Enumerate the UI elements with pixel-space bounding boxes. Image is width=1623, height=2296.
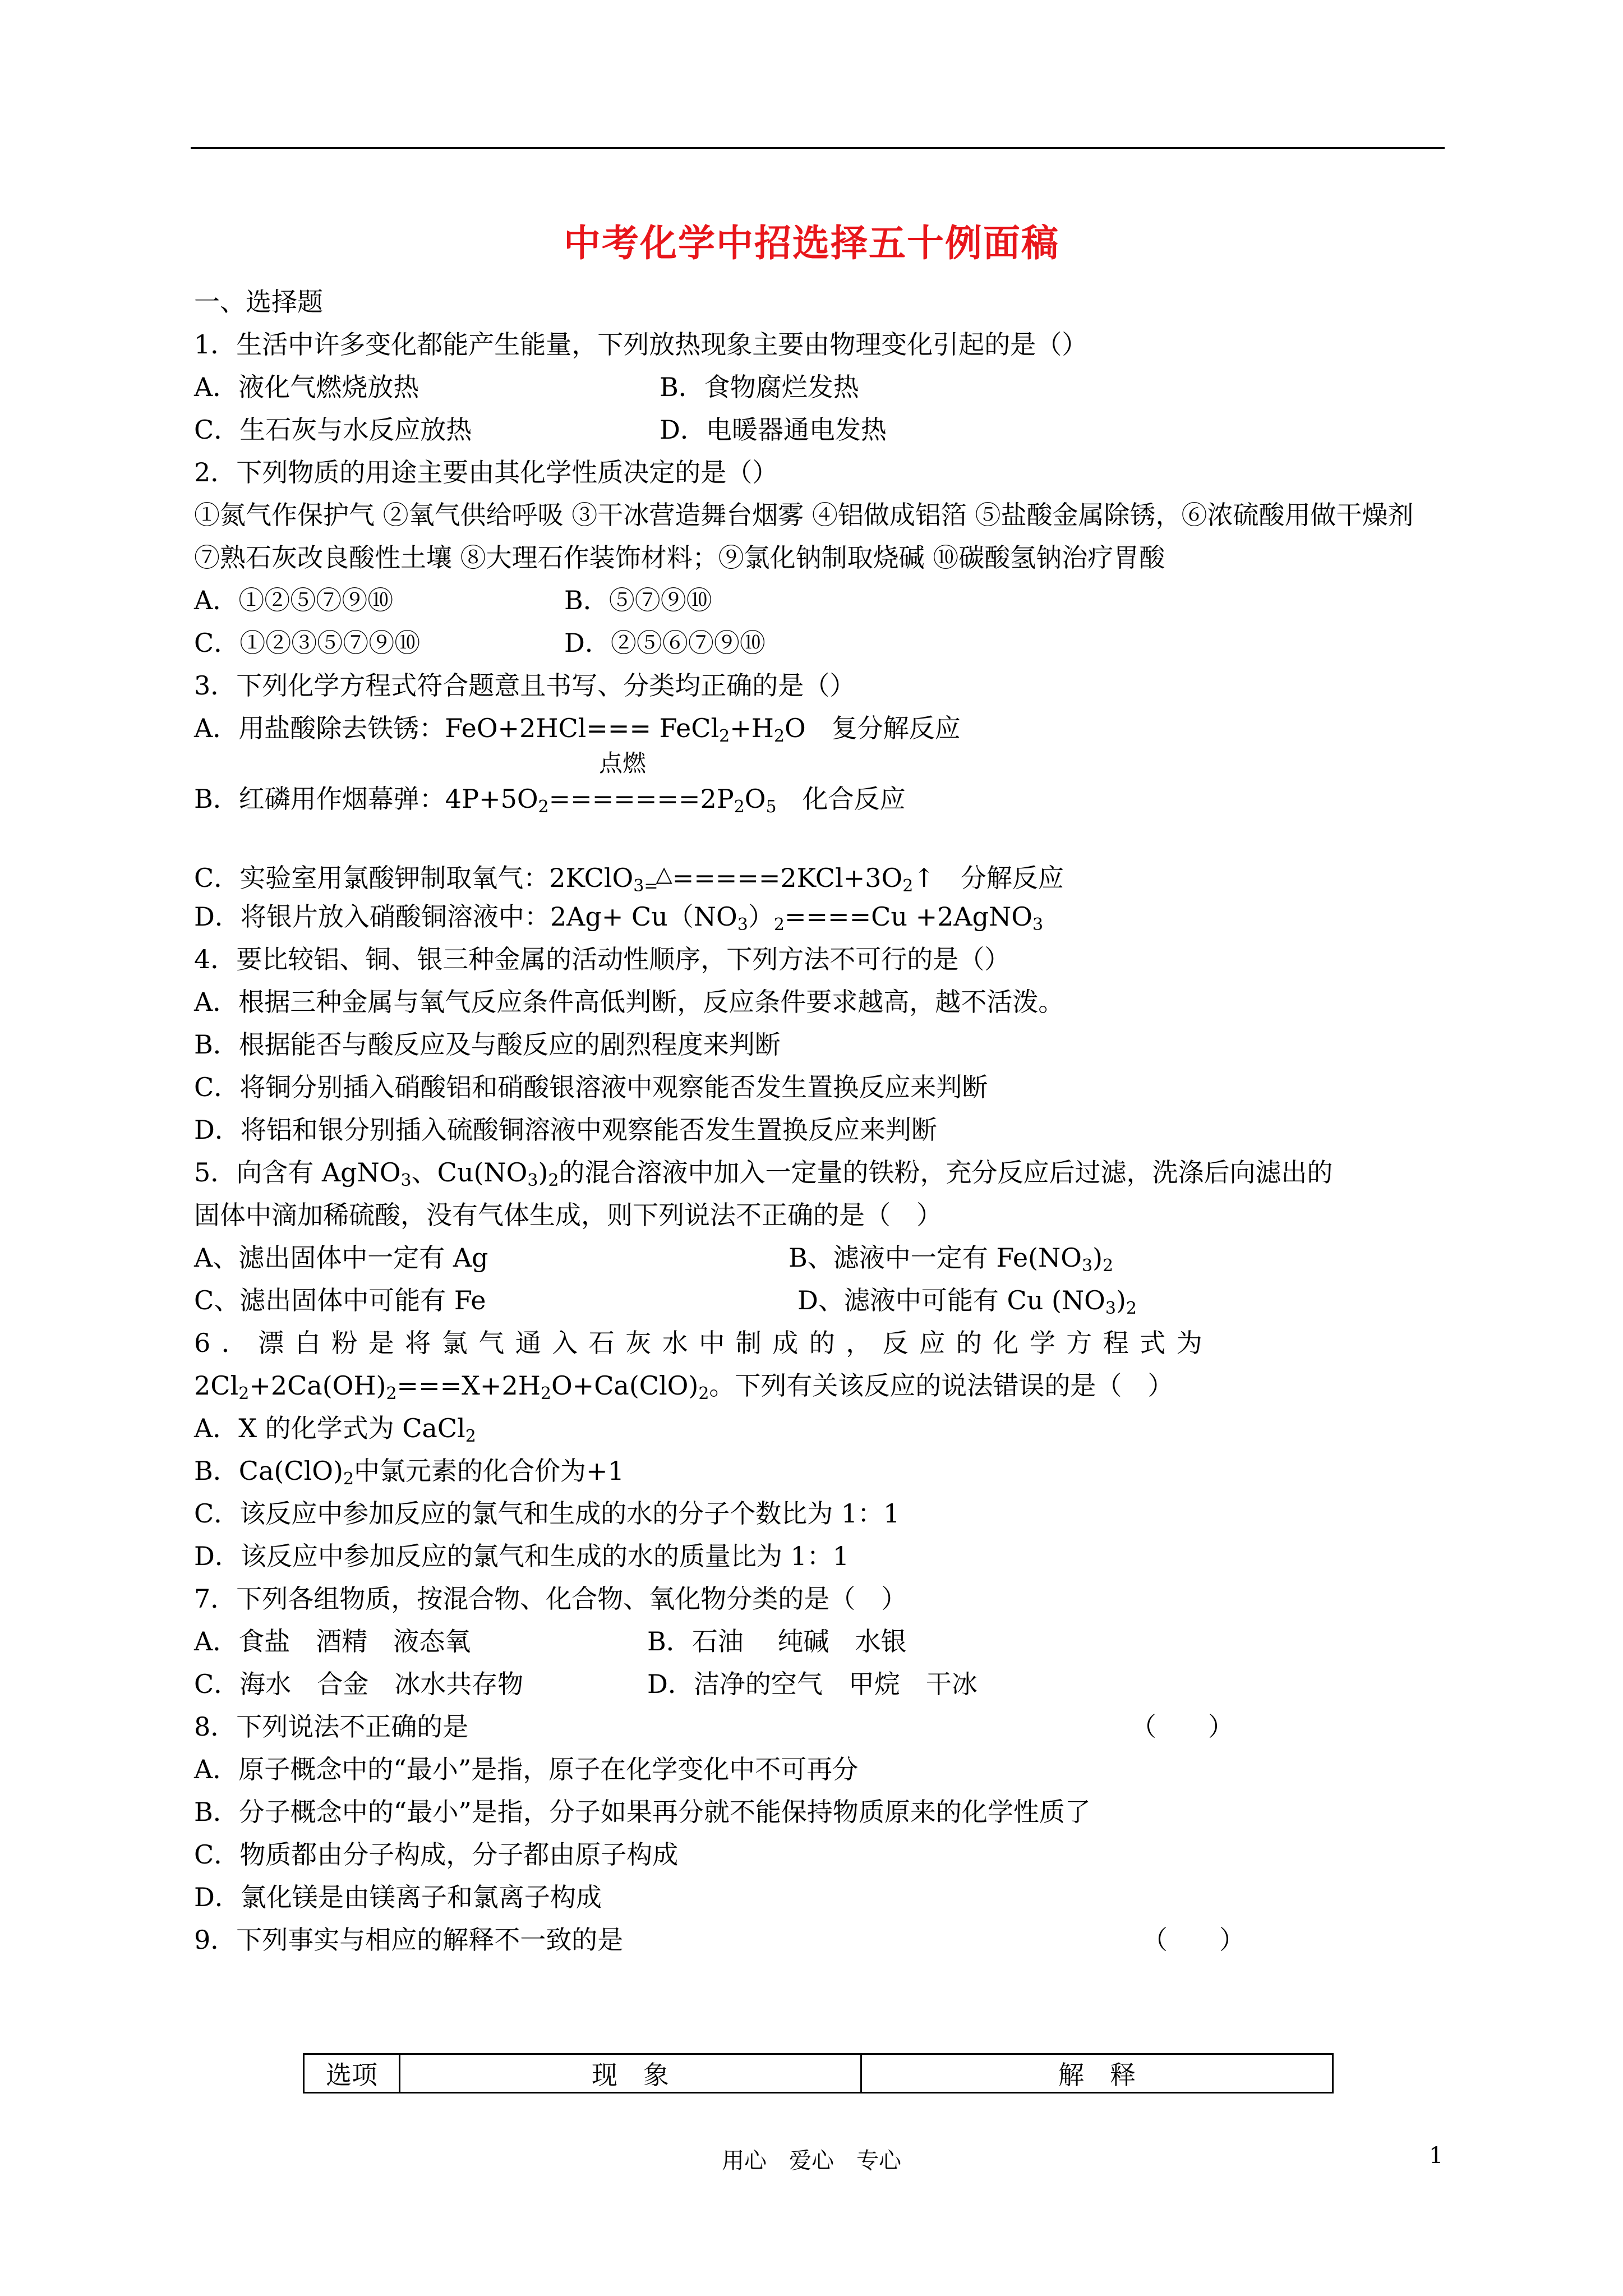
question-2-options-cd	[194, 622, 1445, 664]
document-body	[194, 280, 1445, 1961]
page-number: 1	[1429, 2143, 1444, 2169]
question-6-stem-line2: $2Cl_2+2Ca(OH)_2===X+2H_2O+Ca(ClO)_2$。下列有关该反应的说法错误的是（ ）	[194, 1370, 1174, 1404]
option-c: C．生石灰与水反应放热	[194, 415, 472, 445]
answer-parentheses: （ ）	[1131, 1711, 1234, 1742]
question-9-table	[303, 2053, 1334, 2093]
reaction-condition-ignite: 点燃	[599, 749, 647, 777]
option-d: D．电暖器通电发热	[660, 415, 887, 445]
question-7-stem: 7．下列各组物质，按混合物、化合物、氧化物分类的是（ ）	[194, 1584, 907, 1614]
question-4-option-c: C．将铜分别插入硝酸铝和硝酸银溶液中观察能否发生置换反应来判断	[194, 1072, 988, 1102]
option-c: C．海水 合金 冰水共存物	[194, 1669, 524, 1699]
question-3-condition-row	[194, 749, 1445, 777]
option-d: D．②⑤⑥⑦⑨⑩	[564, 628, 766, 658]
option-b: B．石油 纯碱 水银	[647, 1626, 907, 1657]
question-8-option-b: B．分子概念中的“最小”是指，分子如果再分就不能保持物质原来的化学性质了	[194, 1797, 1091, 1827]
question-5-stem-line1: 5．向含有 AgNO$_3$、$Cu(NO_3)_2$的混合溶液中加入一定量的铁粉，充分反应后过滤，洗涤后向滤出的	[194, 1157, 1333, 1190]
question-3-option-d: D．将银片放入硝酸铜溶液中：$2Ag+ Cu(NO_3)_2====Cu$ +2AgNO$_3$	[194, 901, 1044, 935]
question-4-option-a: A．根据三种金属与氧气反应条件高低判断，反应条件要求越高，越不活泼。	[194, 987, 1064, 1017]
question-6-option-a: A．X 的化学式为 CaCl$_2$	[194, 1413, 476, 1446]
option-a: A．①②⑤⑦⑨⑩	[194, 585, 394, 615]
question-2-options-ab	[194, 579, 1445, 622]
page-title: 中考化学中招选择五十例面稿	[564, 221, 1059, 265]
option-b: B、滤液中一定有 $Fe(NO_3)_2$	[789, 1243, 1114, 1276]
question-8-option-d: D．氯化镁是由镁离子和氯离子构成	[194, 1882, 602, 1912]
question-6-option-c: C．该反应中参加反应的氯气和生成的水的分子个数比为 1：1	[194, 1498, 900, 1529]
heat-triangle-icon: △	[656, 862, 672, 886]
question-2-stem: 2．下列物质的用途主要由其化学性质决定的是（）	[194, 457, 778, 487]
table-header-cell: 选项	[304, 2054, 400, 2093]
question-7-options-cd	[194, 1663, 1445, 1705]
header-rule	[191, 147, 1445, 149]
question-1-stem: 1．生活中许多变化都能产生能量，下列放热现象主要由物理变化引起的是（）	[194, 329, 1088, 360]
question-7-options-ab	[194, 1620, 1445, 1663]
answer-parentheses: （ ）	[1142, 1925, 1245, 1955]
option-a: A．食盐 酒精 液态氧	[194, 1626, 471, 1657]
question-1-options-cd	[194, 408, 1445, 451]
question-3-option-b: B．红磷用作烟幕弹：$4P+5O_2=======2P_2O_5$ 化合反应	[194, 784, 906, 817]
question-3-option-a: A．用盐酸除去铁锈：$FeO+2HCl=== FeCl_2+H_2O$ 复分解反应	[194, 713, 961, 746]
question-4-stem: 4．要比较铝、铜、银三种金属的活动性顺序，下列方法不可行的是（）	[194, 944, 1011, 974]
page-footer: 用心 爱心 专心	[722, 2148, 901, 2174]
option-a: A、滤出固体中一定有 Ag	[194, 1243, 488, 1273]
option-b: B．⑤⑦⑨⑩	[564, 585, 712, 615]
question-1-options-ab	[194, 366, 1445, 408]
question-3-stem: 3．下列化学方程式符合题意且书写、分类均正确的是（）	[194, 670, 856, 701]
section-heading: 一、选择题	[194, 287, 323, 317]
question-6-option-b: B．$Ca(ClO)_2$中氯元素的化合价为+1	[194, 1456, 624, 1489]
option-c: C．①②③⑤⑦⑨⑩	[194, 628, 421, 658]
option-d: D．洁净的空气 甲烷 干冰	[647, 1669, 978, 1699]
option-d: D、滤液中可能有 Cu $(NO_3)_2$	[797, 1285, 1137, 1318]
question-8-stem: 8．下列说法不正确的是 （ ）	[194, 1705, 1445, 1748]
option-a: A．液化气燃烧放热	[194, 372, 419, 402]
question-9-stem: 9．下列事实与相应的解释不一致的是 （ ）	[194, 1918, 1445, 1961]
table-header-cell: 现 象	[400, 2054, 861, 2093]
question-4-option-b: B．根据能否与酸反应及与酸反应的剧烈程度来判断	[194, 1029, 781, 1060]
option-c: C、滤出固体中可能有 Fe	[194, 1285, 486, 1315]
table-header-row	[304, 2054, 1333, 2093]
question-6-option-d: D．该反应中参加反应的氯气和生成的水的质量比为 1：1	[194, 1541, 850, 1571]
question-5-options-ab	[194, 1236, 1445, 1279]
table-header-cell: 解 释	[861, 2054, 1333, 2093]
question-6-stem-line1: 6．漂白粉是将氯气通入石灰水中制成的，反应的化学方程式为	[194, 1328, 1214, 1358]
question-4-option-d: D．将铝和银分别插入硫酸铜溶液中观察能否发生置换反应来判断	[194, 1115, 937, 1145]
question-5-stem-line2: 固体中滴加稀硫酸，没有气体生成，则下列说法不正确的是（ ）	[194, 1200, 942, 1230]
question-8-option-c: C．物质都由分子构成，分子都由原子构成	[194, 1839, 679, 1870]
question-8-option-a: A．原子概念中的“最小”是指，原子在化学变化中不可再分	[194, 1754, 859, 1784]
question-2-items: ①氮气作保护气 ②氧气供给呼吸 ③干冰营造舞台烟雾 ④铝做成铝箔 ⑤盐酸金属除锈，⑥浓硫酸用做干燥剂 ⑦熟石灰改良酸性土壤 ⑧大理石作装饰材料；⑨氯化钠制取烧碱 ⑩碳酸氢钠治疗胃酸	[194, 500, 1414, 573]
question-3-option-c: C．实验室用氯酸钾制取氧气：$2KClO_{3=}\triangle=====2KCl+3O_2↑$ 分解反应	[194, 853, 1445, 895]
question-5-options-cd	[194, 1279, 1445, 1322]
option-b: B．食物腐烂发热	[660, 372, 859, 402]
